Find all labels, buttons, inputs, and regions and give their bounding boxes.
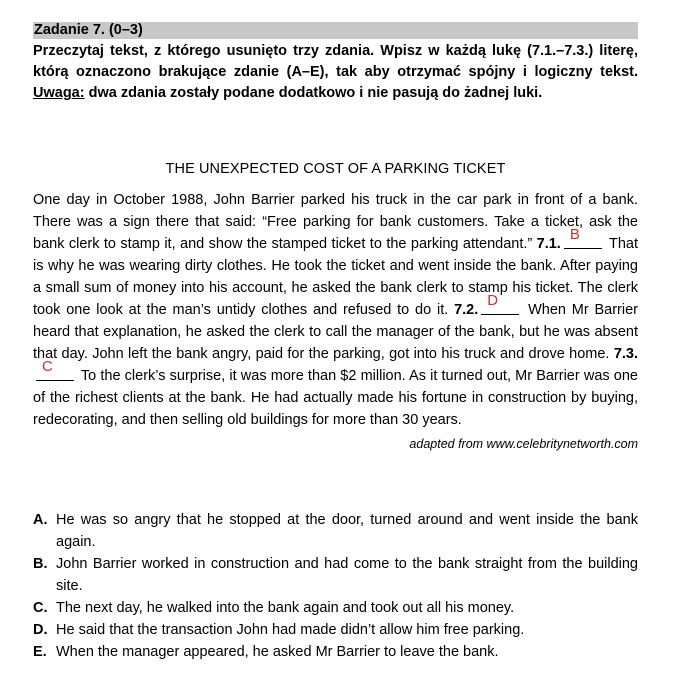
article-source: adapted from www.celebritynetworth.com (409, 437, 638, 451)
option-text: He said that the transaction John had made didn’t allow him free parking. (56, 622, 525, 638)
gap-blank-1[interactable] (564, 226, 602, 249)
gap-blank-2[interactable] (481, 292, 519, 315)
option-text: He was so angry that he stopped at the door, turned around and went inside the bank again. (56, 512, 638, 550)
task-instructions (33, 41, 638, 104)
option-text: John Barrier worked in construction and had come to the bank straight from the building site. (56, 556, 638, 594)
gap-answer-2: D (487, 292, 499, 309)
option-letter: E. (33, 644, 47, 660)
passage-part-4: To the clerk’s surprise, it was more than $2 million. As it turned out, Mr Barrier was one of the richest clients at the bank. He had actually made his fortune in construction by buying, redecorating, and then selling old buildings for more than 30 years. (33, 368, 638, 428)
article-title: THE UNEXPECTED COST OF A PARKING TICKET (165, 161, 506, 177)
passage-part-2: That is why he was wearing dirty clothes. He took the ticket and went inside the bank. After paying a small sum of money into his account, he asked the bank clerk to stamp his ticket. The clerk took one look at the man’s untidy clothes and refused to do it. (33, 236, 639, 318)
options-list (33, 509, 638, 663)
exam-page (0, 22, 678, 697)
option-e (33, 641, 638, 663)
option-letter: B. (33, 556, 48, 572)
gap-label-3: 7.3. (613, 346, 638, 362)
instructions-main: Przeczytaj tekst, z którego usunięto trzy zdania. Wpisz w każdą lukę (7.1.–7.3.) literę, którą oznaczono brakujące zdanie (A–E), tak aby otrzymać spójny i logiczny tekst. (33, 43, 638, 80)
option-d (33, 619, 638, 641)
option-c (33, 597, 638, 619)
option-text: The next day, he walked into the bank again and took out all his money. (56, 600, 515, 616)
gap-blank-3[interactable] (36, 358, 74, 381)
option-text: When the manager appeared, he asked Mr Barrier to leave the bank. (56, 644, 499, 660)
option-letter: A. (33, 512, 48, 528)
article-passage (33, 189, 638, 431)
gap-label-2: 7.2. (454, 302, 479, 318)
uwaga-text: dwa zdania zostały podane dodatkowo i nie pasują do żadnej luki. (84, 85, 543, 101)
passage-part-1: One day in October 1988, John Barrier parked his truck in the car park in front of a bank. There was a sign there that said: “Free parking for bank customers. Take a ticket, ask the bank clerk to stamp it, and show the stamped ticket to the parking attendant.” (33, 192, 638, 252)
gap-answer-3: C (42, 358, 53, 375)
gap-label-1: 7.1. (536, 236, 561, 252)
gap-answer-1: B (569, 226, 580, 243)
option-letter: C. (33, 600, 48, 616)
option-b (33, 553, 638, 597)
uwaga-label: Uwaga: (33, 85, 85, 101)
option-a (33, 509, 638, 553)
option-letter: D. (33, 622, 48, 638)
task-header: Zadanie 7. (0–3) (33, 22, 638, 39)
passage-part-3: When Mr Barrier heard that explanation, he asked the clerk to call the manager of the bank, but he was absent that day. John left the bank angry, paid for the parking, got into his truck and drove home. (33, 302, 638, 362)
